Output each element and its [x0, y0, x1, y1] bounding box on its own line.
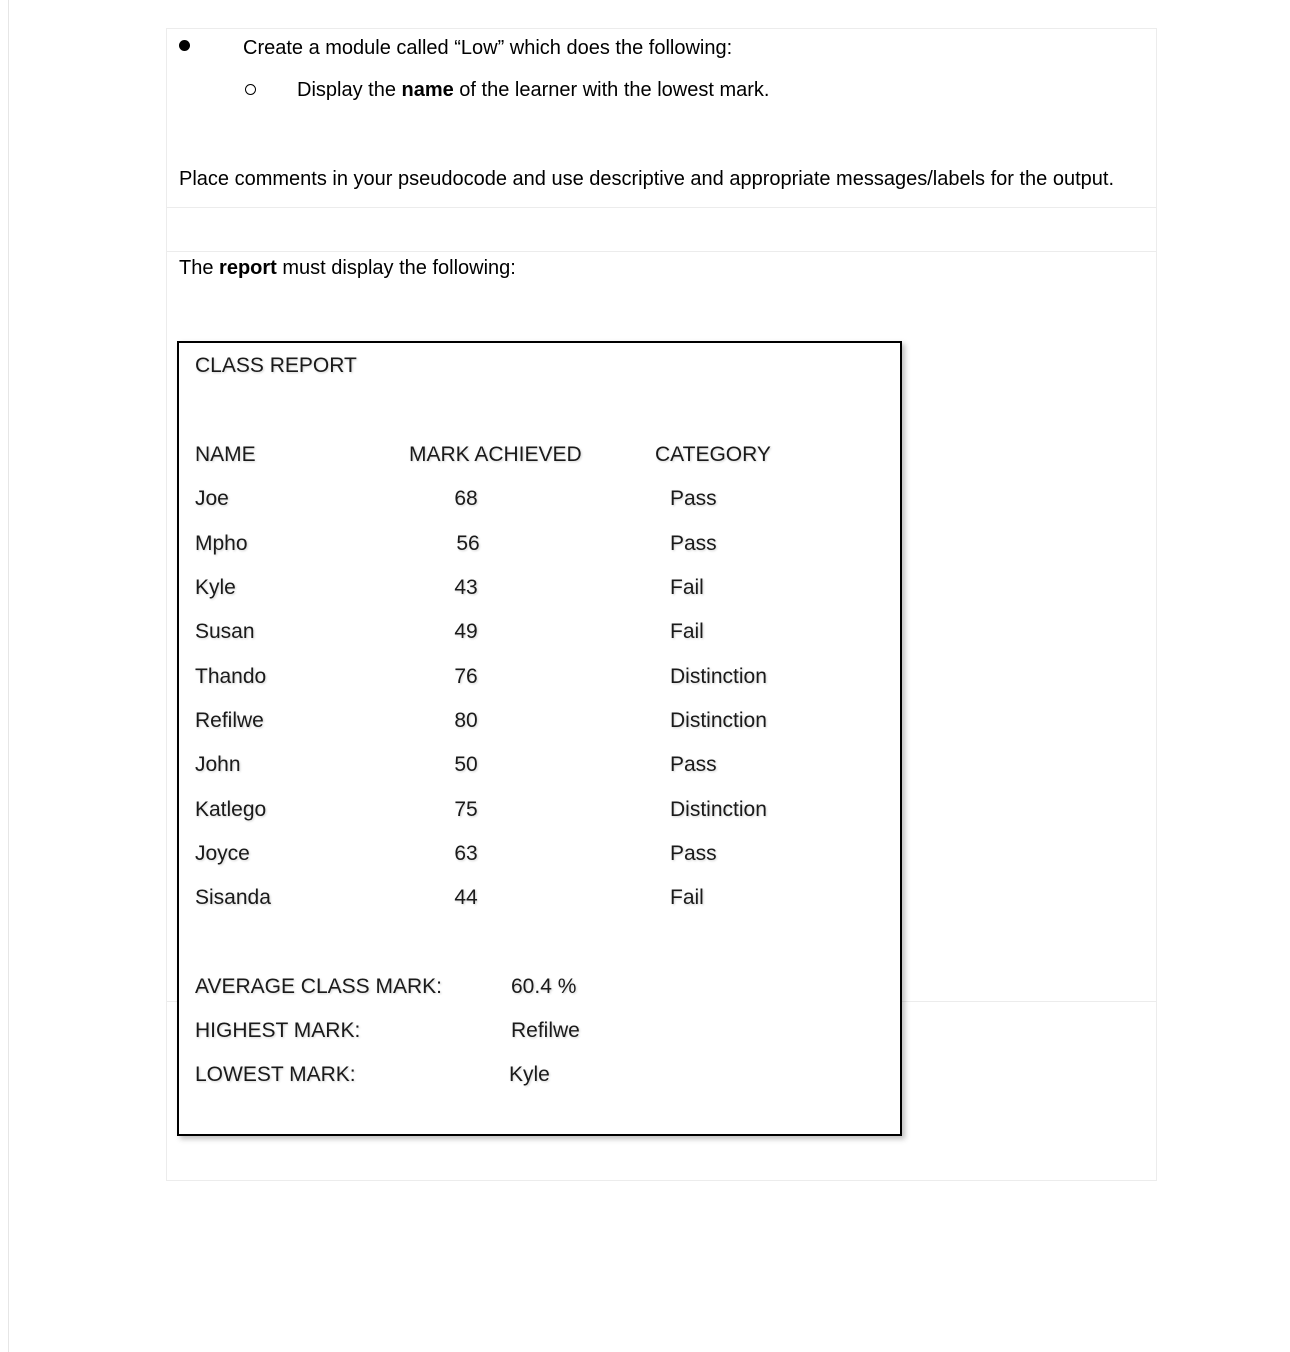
row-category: Fail: [670, 886, 704, 909]
lowest-value: Kyle: [509, 1063, 550, 1086]
row-category: Distinction: [670, 665, 767, 688]
row-mark: 50: [454, 753, 478, 776]
average-label: AVERAGE CLASS MARK:: [195, 975, 443, 998]
comments-note: Place comments in your pseudocode and use descriptive and appropriate messages/labels for the output.: [179, 168, 1114, 190]
bullet-text: Create a module called “Low” which does the following:: [243, 37, 733, 59]
highest-label: HIGHEST MARK:: [195, 1019, 361, 1042]
frame-line-row-1: [166, 207, 1157, 208]
row-category: Distinction: [670, 798, 767, 821]
sub-bullet-circle-icon: [245, 84, 256, 95]
row-name: Mpho: [195, 532, 248, 555]
row-category: Fail: [670, 620, 704, 643]
row-mark: 80: [454, 709, 478, 732]
row-category: Pass: [670, 532, 717, 555]
row-name: Thando: [195, 665, 267, 688]
row-mark: 56: [456, 532, 480, 555]
frame-line-top: [166, 28, 1157, 29]
report-intro: [179, 256, 516, 280]
row-mark: 63: [454, 842, 478, 865]
row-category: Pass: [670, 753, 717, 776]
bullet-dot-icon: [179, 40, 190, 51]
sub-bullet-text: [297, 78, 769, 102]
row-category: Fail: [670, 576, 704, 599]
row-name: Susan: [195, 620, 255, 643]
row-category: Distinction: [670, 709, 767, 732]
row-mark: 44: [454, 886, 478, 909]
lowest-label: LOWEST MARK:: [195, 1063, 356, 1086]
row-category: Pass: [670, 487, 717, 510]
frame-line-row-2: [166, 251, 1157, 252]
header-mark: MARK ACHIEVED: [409, 443, 582, 466]
page-left-edge: [8, 0, 9, 1352]
row-mark: 43: [454, 576, 478, 599]
frame-line-right: [1156, 28, 1157, 1181]
sub-bullet-text-after: of the learner with the lowest mark.: [453, 79, 770, 101]
row-mark: 68: [454, 487, 478, 510]
sub-bullet-text-before: Display the: [297, 79, 402, 101]
frame-line-left: [166, 28, 167, 1181]
report-title: CLASS REPORT: [195, 354, 357, 377]
report-intro-before: The: [179, 257, 220, 279]
row-mark: 49: [454, 620, 478, 643]
average-value: 60.4 %: [511, 975, 577, 998]
header-category: CATEGORY: [655, 443, 771, 466]
row-name: Sisanda: [195, 886, 271, 909]
report-intro-after: must display the following:: [276, 257, 516, 279]
row-name: Kyle: [195, 576, 236, 599]
frame-line-bottom: [166, 1180, 1157, 1181]
row-name: Refilwe: [195, 709, 264, 732]
row-name: Joyce: [195, 842, 250, 865]
row-category: Pass: [670, 842, 717, 865]
header-name: NAME: [195, 443, 256, 466]
row-name: John: [195, 753, 241, 776]
row-name: Joe: [195, 487, 229, 510]
highest-value: Refilwe: [511, 1019, 580, 1042]
row-mark: 76: [454, 665, 478, 688]
sub-bullet-text-bold: name: [401, 79, 454, 101]
report-intro-bold: report: [219, 257, 277, 279]
row-name: Katlego: [195, 798, 267, 821]
row-mark: 75: [454, 798, 478, 821]
